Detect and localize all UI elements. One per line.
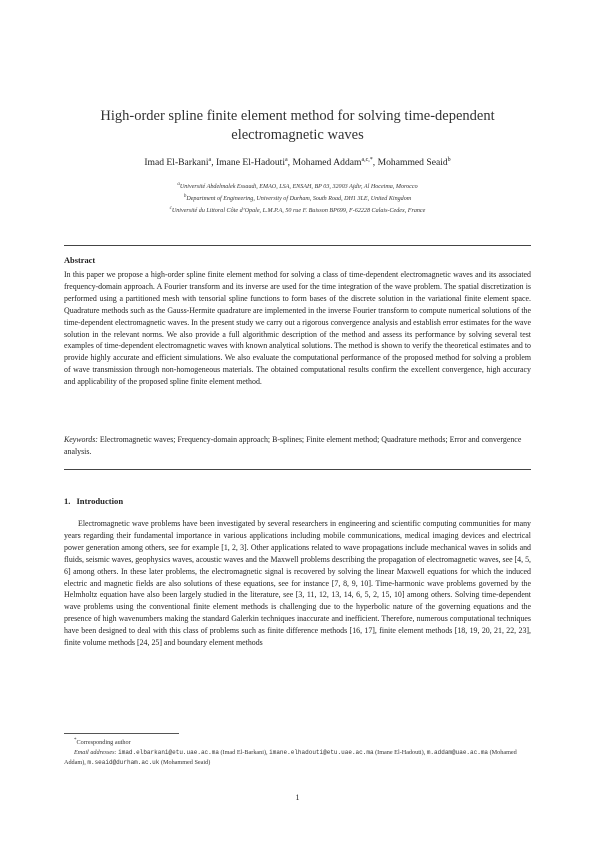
affiliation [60,180,535,192]
affiliation [60,204,535,216]
author-affil-mark: a [208,157,212,163]
footnote-rule [64,733,179,734]
section-title: Introduction [76,496,124,506]
paper-title: High-order spline finite element method for solving time-dependent electromagnetic waves [100,108,495,143]
affiliation-mark: c [169,206,172,212]
email-owner: (Mohamed Addam), [64,748,517,766]
keywords-label: Keywords: [64,435,98,444]
email-owner: (Imad El-Barkani), [220,748,268,756]
email-owner: (Mohammed Seaid) [160,758,211,766]
affiliation-text: Université du Littoral Côte d’Opale, L.M.P.A, 50 rue F. Buisson BP699, F-62228 Calais-Cedex, France [171,208,426,215]
footnote [64,736,531,767]
section-number: 1. [64,496,71,506]
author-affil-mark: a [284,157,288,163]
author-affil-mark: a,c,* [361,157,373,163]
author-name: Mohammed Seaid [377,157,448,169]
page-number: 1 [295,793,300,802]
affiliation [60,192,535,204]
email-owner: (Imane El-Hadouti), [375,748,426,756]
author-name: Imad El-Barkani [144,157,209,169]
affiliation-text: Department of Engineering, University of Durham, South Road, DH1 3LE, United Kingdom [186,196,412,203]
affiliation-text: Université Abdelmalek Essaadi, EMAO, LSA, ENSAH, BP 03, 32003 Ajdir, Al Hoceima, Morocco [179,184,418,191]
abstract-top-rule [64,245,531,246]
introduction-paragraph: Electromagnetic wave problems have been investigated by several researchers in engineering and scientific computing communities for many years regarding their fundamental importance in various applications including mobile communications, medical imaging devices and electrical power generation among others, see for example [1, 2, 3]. Other applications related to wave propagations include mechanical waves in solids and fluids, seismic waves, geophysics waves, acoustic waves and the Maxwell problems describing the propagation of electromagnetic waves, see [4, 5, 6] among others. In these later problems, the electromagnetic signal is recovered by solving the linear Maxwell equations for which the induced electric and magnetic fields are also solutions of these equations, see for instance [7, 8, 9, 10]. Time-harmonic wave problems governed by the Helmholtz equation have also been largely studied in the literature, see [3, 11, 12, 13, 14, 6, 5, 2, 15, 10] among others. Solving time-dependent wave problems using the conventional finite element methods is challenging due to the hyperbolic nature of the governing equations and the presence of high wavenumbers making the standard Galerkin techniques inaccurate and inefficient. Therefore, numerous computational techniques have been designed to deal with this class of problems such as finite difference methods [16, 17], finite element methods [18, 19, 20, 21, 22, 23], finite volume methods [24, 25] and boundary element methods [64,519,531,648]
corresponding-label: Corresponding author [76,739,131,747]
affiliation-mark: a [177,182,180,187]
abstract-text: In this paper we propose a high-order spline finite element method for solving a class of time-dependent electromagnetic waves and its associated frequency-domain approach. A Fourier transform and its inverse are used for the time integration of the wave problem. The spatial discretization is performed using a partitioned mesh with tensorial spline functions to form bases of the discrete solution in the variational finite element space. Quadrature methods such as the Gauss-Hermite quadrature are implemented in the inverse Fourier transform to compute numerical solutions of the time-dependent electromagnetic waves. In the present study we carry out a rigorous convergence analysis and establish error estimates for the wave solution in the relevant norms. We also provide a full algorithmic description of the method and assess its performance by solving several test examples of time-dependent electromagnetic waves with known analytical solutions. The method is shown to verify the theoretical estimates and to provide highly accurate and efficient simulations. We also evaluate the computational performance of the proposed method for solving a problem of wave transmission through non-homogeneous materials. The obtained computational results confirm the excellent convergence, high accuracy and applicability of the proposed spline finite element method. [64,270,531,387]
email-link[interactable]: m.addam@uae.ac.ma [426,748,489,756]
keywords [64,434,531,458]
author-name: Mohamed Addam [292,157,362,169]
email-link[interactable]: imad.elbarkani@etu.uae.ac.ma [118,748,219,756]
email-link[interactable]: imane.elhadouti@etu.uae.ac.ma [269,748,374,756]
section-heading [64,496,123,506]
keywords-text: Electromagnetic waves; Frequency-domain approach; B-splines; Finite element method; Quadrature methods; Error and convergence analysis. [64,435,522,456]
author-affil-mark: b [447,157,451,163]
affiliation-mark: b [183,194,187,200]
affiliation-list [60,180,535,217]
email-link[interactable]: m.seaid@durham.ac.uk [87,758,160,766]
email-list [64,748,531,768]
author-name: Imane El-Hadouti [215,157,285,169]
email-label: Email addresses: [74,748,117,756]
corresponding-note: *Corresponding author [74,738,131,747]
author-list: Imad El-Barkani$^a$, Imane El-Hadouti$^a$, Mohamed Addam$^{a,c,*}$, Mohammed Seaid$^b$ [144,157,451,169]
abstract-bottom-rule [64,469,531,470]
abstract-heading: Abstract [64,256,96,265]
